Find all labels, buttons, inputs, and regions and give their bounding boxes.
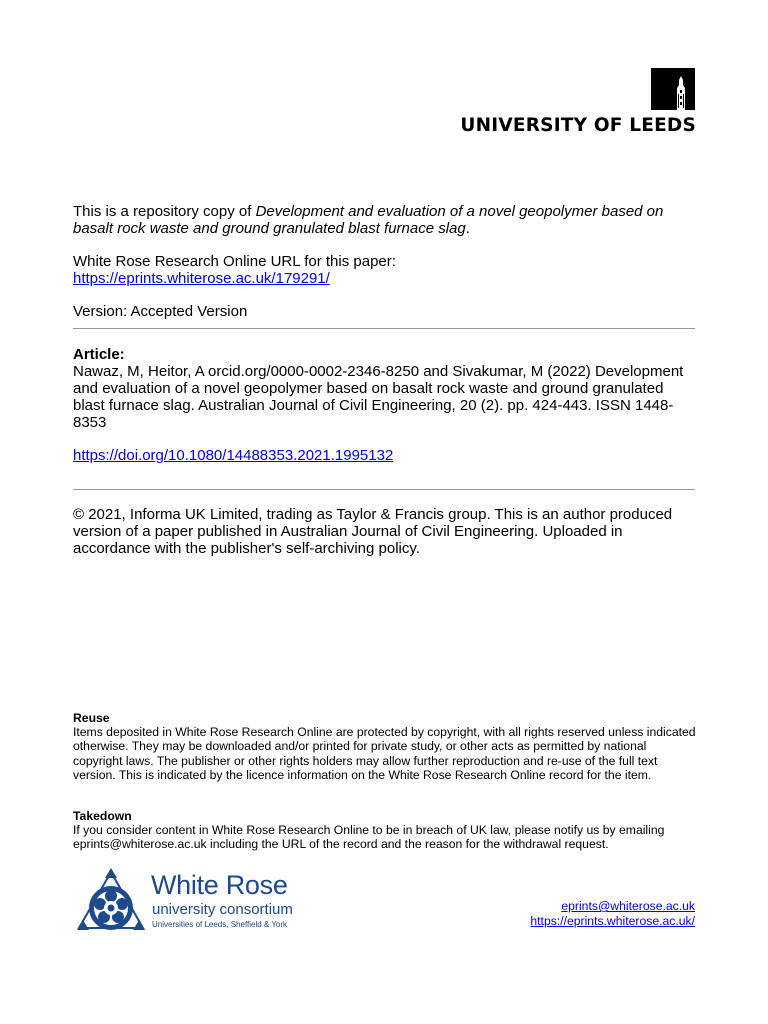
copyright-text: © 2021, Informa UK Limited, trading as Taylor & Francis group. This is an author produced version of a paper published in Australian Journal of Civil Engineering. Uploaded in accordance with the publisher's self-archiving policy.: [73, 506, 673, 557]
repository-intro: [73, 203, 695, 237]
university-of-leeds-logo: [452, 68, 696, 136]
takedown-text: If you consider content in White Rose Research Online to be in breach of UK law, please notify us by emailing eprints@whiterose.ac.uk including the URL of the record and the reason for the withdrawal request.: [73, 823, 665, 852]
url-label: White Rose Research Online URL for this paper:: [73, 253, 396, 270]
white-rose-title: White Rose: [151, 870, 288, 900]
white-rose-subtitle: university consortium: [152, 901, 293, 918]
url-block: [73, 253, 695, 287]
email-link[interactable]: eprints@whiterose.ac.uk: [561, 899, 695, 913]
paper-title: Development and evaluation of a novel geopolymer based on basalt rock waste and ground granulated blast furnace slag: [73, 203, 664, 237]
intro-suffix: .: [465, 220, 470, 237]
white-rose-universities: Universities of Leeds, Sheffield & York: [152, 920, 288, 929]
takedown-heading: Takedown: [73, 809, 132, 823]
takedown-section: [73, 809, 699, 852]
paper-url-link[interactable]: https://eprints.whiterose.ac.uk/179291/: [73, 270, 330, 287]
university-name: UNIVERSITY OF LEEDS: [460, 115, 696, 136]
article-block: [73, 346, 695, 431]
leeds-tower-icon: [651, 68, 695, 110]
white-rose-emblem-icon: [73, 866, 149, 934]
article-citation: Nawaz, M, Heitor, A orcid.org/0000-0002-2346-8250 and Sivakumar, M (2022) Development and evaluation of a novel geopolymer based on basalt rock waste and ground granulated blast furnace slag. Australian Journal of Civil Engineering, 20 (2). pp. 424-443. ISSN 1448-8353: [73, 363, 684, 431]
doi-block: [73, 447, 695, 464]
contact-links: [530, 899, 695, 928]
doi-link[interactable]: https://doi.org/10.1080/14488353.2021.1995132: [73, 447, 394, 464]
white-rose-logo: [73, 866, 295, 934]
reuse-section: [73, 711, 699, 782]
reuse-text: Items deposited in White Rose Research Online are protected by copyright, with all rights reserved unless indicated otherwise. They may be downloaded and/or printed for private study, or other acts as permitted by national copyright laws. The publisher or other rights holders may allow further reproduction and re-use of the full text version. This is indicated by the licence information on the White Rose Research Online record for the item.: [73, 725, 696, 782]
intro-prefix: This is a repository copy of: [73, 203, 256, 220]
reuse-heading: Reuse: [73, 711, 110, 725]
site-link[interactable]: https://eprints.whiterose.ac.uk/: [530, 913, 695, 928]
divider: [73, 328, 695, 329]
version-text: Version: Accepted Version: [73, 303, 248, 320]
divider: [73, 489, 695, 490]
article-heading: Article:: [73, 346, 125, 363]
